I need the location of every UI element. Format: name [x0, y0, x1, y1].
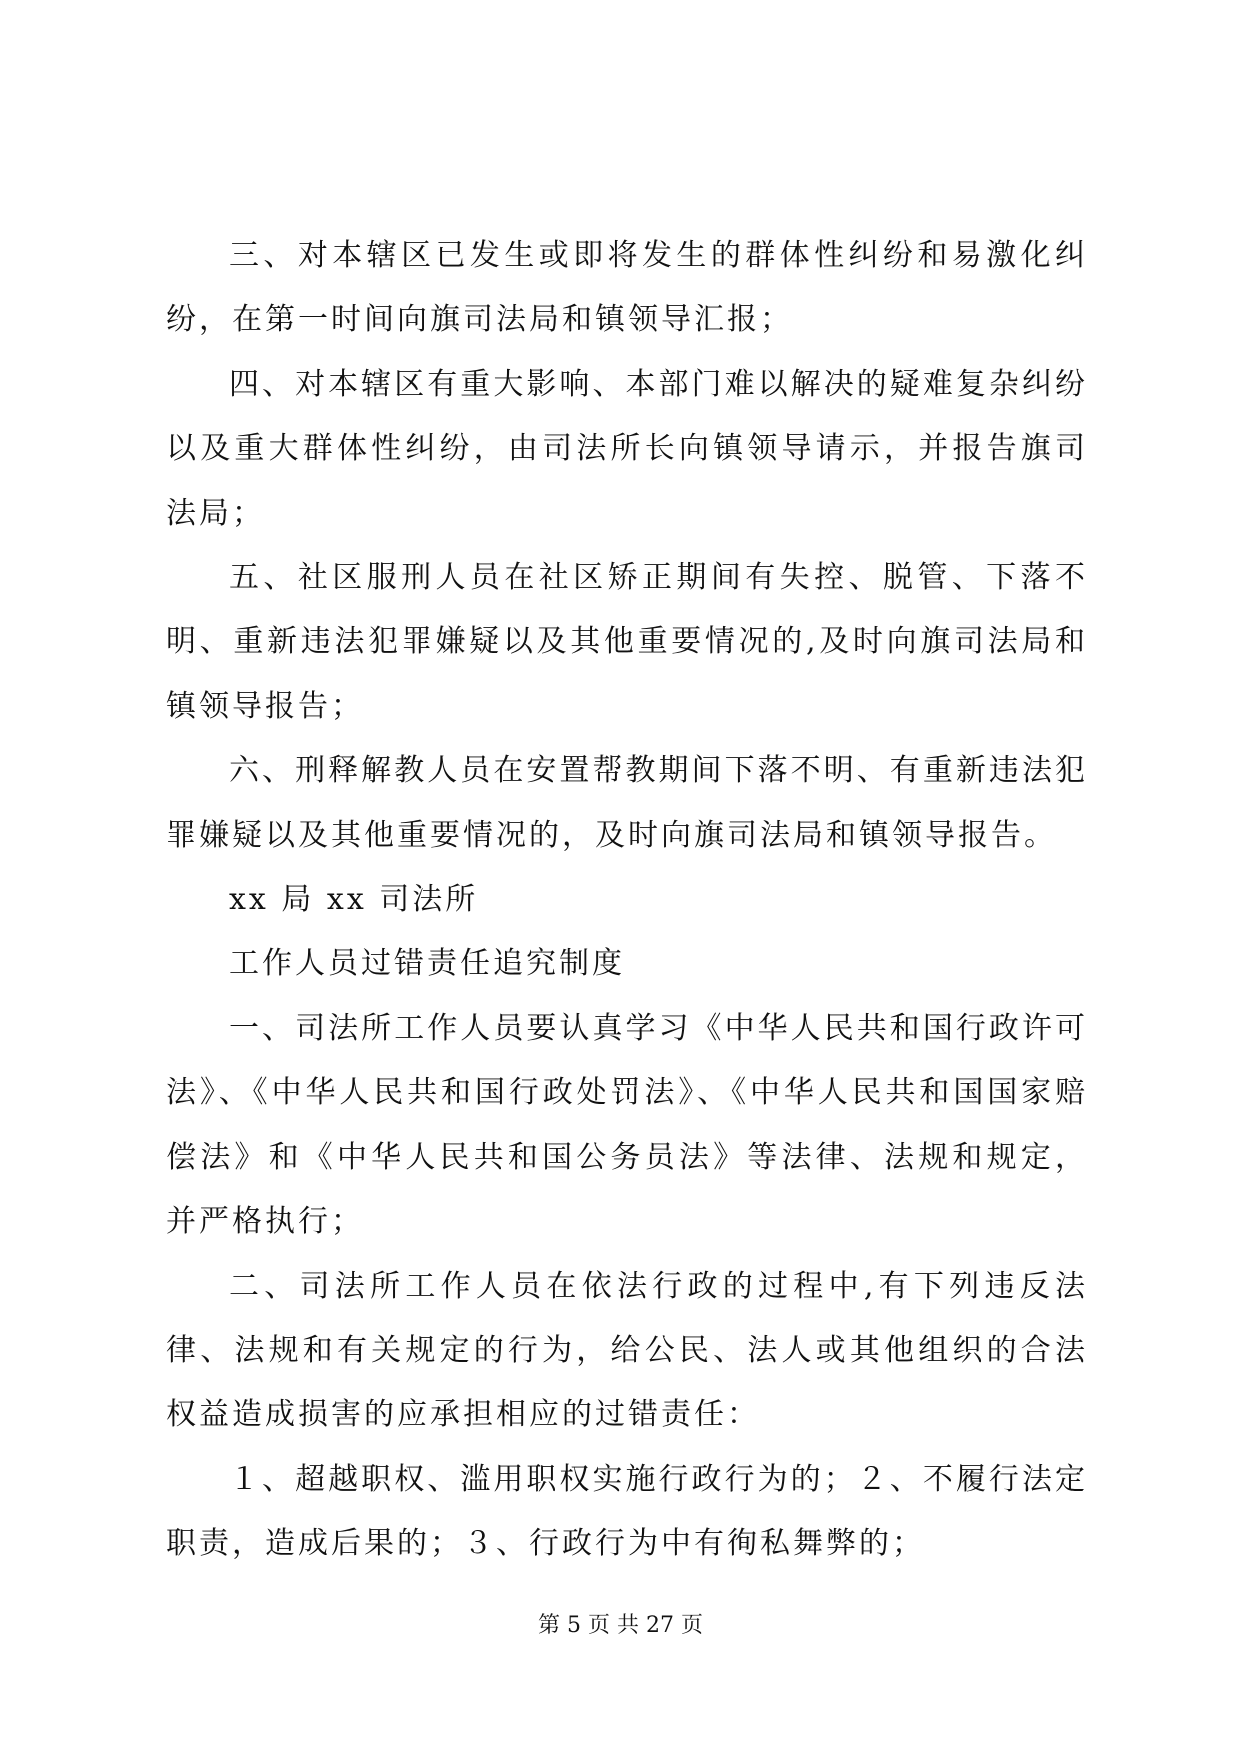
paragraph-major-disputes: 四、对本辖区有重大影响、本部门难以解决的疑难复杂纠纷以及重大群体性纠纷，由司法所长向镇领导请示，并报告旗司法局； [166, 366, 1088, 531]
paragraph-released-persons: 六、刑释解教人员在安置帮教期间下落不明、有重新违法犯罪嫌疑以及其他重要情况的，及时向旗司法局和镇领导报告。 [166, 753, 1088, 853]
paragraph-reporting-disputes: 三、对本辖区已发生或即将发生的群体性纠纷和易激化纠纷，在第一时间向旗司法局和镇领导汇报； [166, 238, 1088, 338]
section-title: 工作人员过错责任追究制度 [229, 946, 625, 982]
paragraph-study-laws: 一、司法所工作人员要认真学习《中华人民共和国行政许可法》、《中华人民共和国行政处罚法》、《中华人民共和国国家赔偿法》和《中华人民共和国公务员法》等法律、法规和规定，并严格执行； [166, 1010, 1088, 1240]
paragraph-community-correction: 五、社区服刑人员在社区矫正期间有失控、脱管、下落不明、重新违法犯罪嫌疑以及其他重要情况的,及时向旗司法局和镇领导报告； [166, 560, 1088, 724]
paragraph-fault-liability: 二、司法所工作人员在依法行政的过程中,有下列违反法律、法规和有关规定的行为，给公民、法人或其他组织的合法权益造成损害的应承担相应的过错责任： [166, 1268, 1088, 1433]
document-body [166, 224, 1088, 1577]
paragraph-fault-list: １、超越职权、滥用职权实施行政行为的；２、不履行法定职责，造成后果的；３、行政行为中有徇私舞弊的； [166, 1461, 1088, 1562]
paragraph-office-name: xx 局 xx 司法所 [229, 882, 479, 918]
page-number-footer: 第 5 页 共 27 页 [538, 1613, 703, 1638]
